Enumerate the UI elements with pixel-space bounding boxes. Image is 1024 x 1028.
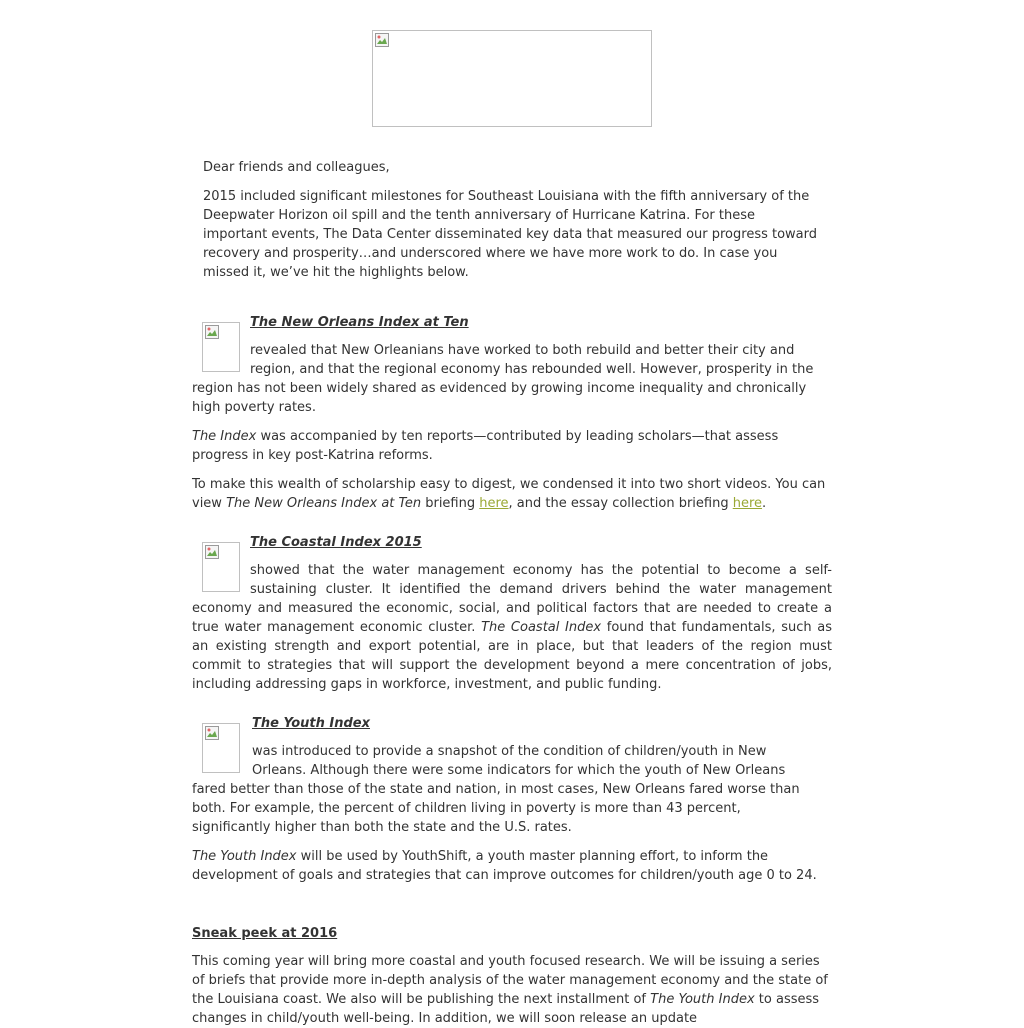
intro-paragraph: 2015 included significant milestones for Southeast Louisiana with the fifth anniversary of the Deepwater Horizon oil spill and the tenth anniversary of Hurricane Katrina. For these important events, The Data Center disseminated key data that measured our progress toward recovery and prosperity…and underscored where we have more work to do. In case you missed it, we’ve hit the highlights below.: [203, 189, 818, 280]
paragraph-text: found that fundamentals, such as an existing strength and export potential, are in place, but that leaders of the region must commit to strategies that will support the development beyond a mere concentration of jobs, including addressing gaps in workforce, investment, and public funding.: [192, 620, 833, 692]
section-new-orleans-index: [192, 313, 832, 513]
section-thumbnail-image: [202, 542, 240, 592]
section-title-coastal-index: The Coastal Index 2015: [250, 535, 422, 550]
paragraph-text: briefing: [421, 496, 480, 511]
emphasis-text: The New Orleans Index at Ten: [226, 496, 422, 511]
paragraph-text: .: [762, 496, 767, 511]
section-body: was introduced to provide a snapshot of the condition of children/youth in New Orleans. Although there were some indicators for which the youth of New Orleans fared better than those of the state and nation, in most cases, New Orleans fared worse than both. For example, the percent of children living in poverty is more than 43 percent, significantly higher than both the state and the U.S. rates.: [192, 744, 800, 835]
section-body: [192, 952, 832, 1028]
broken-image-icon: [205, 545, 219, 559]
paragraph-text: to assess changes in child/youth well-being. In addition, we will soon release an update: [192, 992, 820, 1026]
section-paragraph: [192, 427, 832, 465]
paragraph-text: showed that the water management economy has the potential to become a self-sustaining cluster. It identified the demand drivers behind the water management economy and measured the economic, social, and political factors that are needed to create a true water management economic cluster.: [192, 563, 832, 635]
section-thumbnail-image: [202, 322, 240, 372]
section-title-youth-index: The Youth Index: [252, 716, 370, 731]
paragraph-text: , and the essay collection briefing: [508, 496, 733, 511]
emphasis-text: The Youth Index: [650, 992, 755, 1007]
paragraph-text: This coming year will bring more coastal and youth focused research. We will be issuing a series of briefs that provide more in-depth analysis of the water management economy and the state of the Louisiana coast. We also will be publishing the next installment of: [192, 954, 828, 1007]
section-body: revealed that New Orleanians have worked to both rebuild and better their city and region, and that the regional economy has rebounded well. However, prosperity in the region has not been widely shared as evidenced by growing income inequality and chronically high poverty rates.: [192, 343, 814, 415]
section-title-new-orleans-index: The New Orleans Index at Ten: [250, 315, 469, 330]
greeting: Dear friends and colleagues,: [203, 160, 390, 175]
index-briefing-video-link[interactable]: here: [479, 496, 509, 511]
section-sneak-peek: [192, 924, 832, 1028]
emphasis-text: The Youth Index: [192, 849, 297, 864]
emphasis-text: The Coastal Index: [481, 620, 602, 635]
header-banner-image: [372, 30, 652, 127]
section-youth-index: [192, 714, 832, 885]
essay-collection-video-link[interactable]: here: [732, 496, 763, 511]
broken-image-icon: [205, 726, 219, 740]
broken-image-icon: [205, 325, 219, 339]
paragraph-text: was accompanied by ten reports—contributed by leading scholars—that assess progress in key post-Katrina reforms.: [192, 429, 779, 463]
section-coastal-index: [192, 533, 832, 694]
paragraph-text: will be used by YouthShift, a youth master planning effort, to inform the development of goals and strategies that can improve outcomes for children/youth age 0 to 24.: [192, 849, 817, 883]
section-title-sneak-peek: Sneak peek at 2016: [192, 926, 338, 941]
broken-image-icon: [375, 33, 389, 47]
section-thumbnail-image: [202, 723, 240, 773]
videos-paragraph: [192, 475, 832, 513]
paragraph-text: To make this wealth of scholarship easy to digest, we condensed it into two short videos. You can view: [192, 477, 826, 511]
section-paragraph: [192, 847, 832, 885]
section-body: [192, 561, 832, 694]
emphasis-text: The Index: [192, 429, 257, 444]
